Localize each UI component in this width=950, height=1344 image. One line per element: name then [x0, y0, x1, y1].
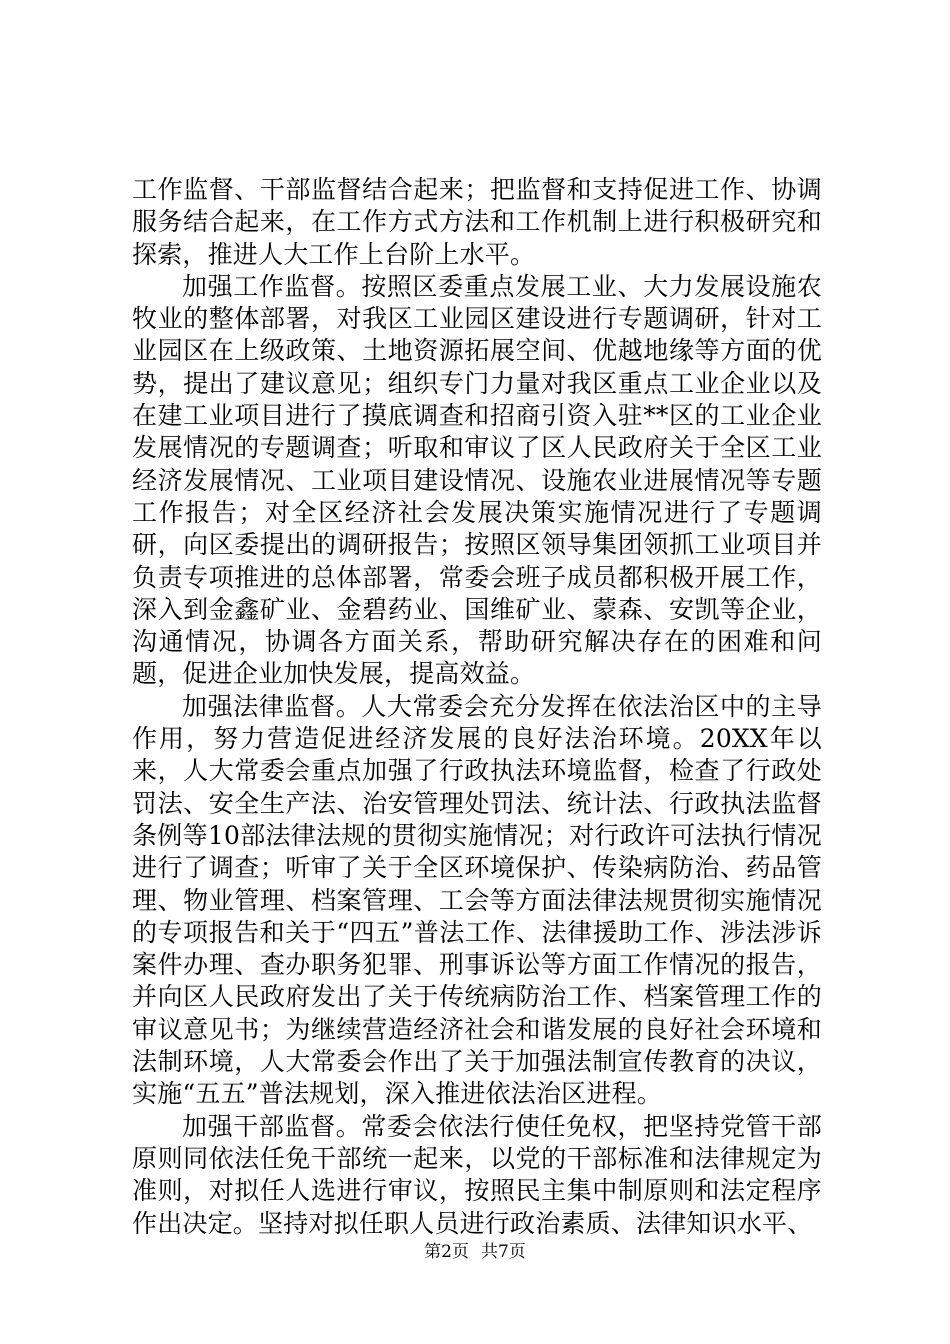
paragraph-cadre-supervision: 加强干部监督。常委会依法行使任免权，把坚持党管干部原则同依法任免干部统一起来，以党的干部标准和法律规定为准则，对拟任人选进行审议，按照民主集中制原则和法定程序作出决定。坚持对拟任职人员进行政治素质、法律知识水平、 [132, 1111, 822, 1238]
paragraph-legal-supervision: 加强法律监督。人大常委会充分发挥在依法治区中的主导作用，努力营造促进经济发展的良好法治环境。20XX年以来，人大常委会重点加强了行政执法环境监督，检查了行政处罚法、安全生产法、治安管理处罚法、统计法、行政执法监督条例等10部法律法规的贯彻实施情况；对行政许可法执行情况进行了调查；听审了关于全区环境保护、传染病防治、药品管理、物业管理、档案管理、工会等方面法律法规贯彻实施情况的专项报告和关于“四五”普法工作、法律援助工作、涉法涉诉案件办理、查办职务犯罪、刑事诉讼等方面工作情况的报告，并向区人民政府发出了关于传统病防治工作、档案管理工作的审议意见书；为继续营造经济社会和谐发展的良好社会环境和法制环境，人大常委会作出了关于加强法制宣传教育的决议，实施“五五”普法规划，深入推进依法治区进程。 [132, 691, 822, 1109]
page-total: 共7页 [481, 1242, 526, 1262]
page-footer [0, 1241, 950, 1263]
document-body [132, 174, 822, 1240]
page-number: 第2页 [424, 1242, 469, 1262]
paragraph-continuation: 工作监督、干部监督结合起来；把监督和支持促进工作、协调服务结合起来，在工作方式方法和工作机制上进行积极研究和探索，推进人大工作上台阶上水平。 [132, 175, 822, 269]
paragraph-work-supervision: 加强工作监督。按照区委重点发展工业、大力发展设施农牧业的整体部署，对我区工业园区建设进行专题调研，针对工业园区在上级政策、土地资源拓展空间、优越地缘等方面的优势，提出了建议意见；组织专门力量对我区重点工业企业以及在建工业项目进行了摸底调查和招商引资入驻**区的工业企业发展情况的专题调查；听取和审议了区人民政府关于全区工业经济发展情况、工业项目建设情况、设施农业进展情况等专题工作报告；对全区经济社会发展决策实施情况进行了专题调研，向区委提出的调研报告；按照区领导集团领抓工业项目并负责专项推进的总体部署，常委会班子成员都积极开展工作，深入到金鑫矿业、金碧药业、国维矿业、蒙森、安凯等企业，沟通情况，协调各方面关系，帮助研究解决存在的困难和问题，促进企业加快发展，提高效益。 [132, 271, 822, 689]
